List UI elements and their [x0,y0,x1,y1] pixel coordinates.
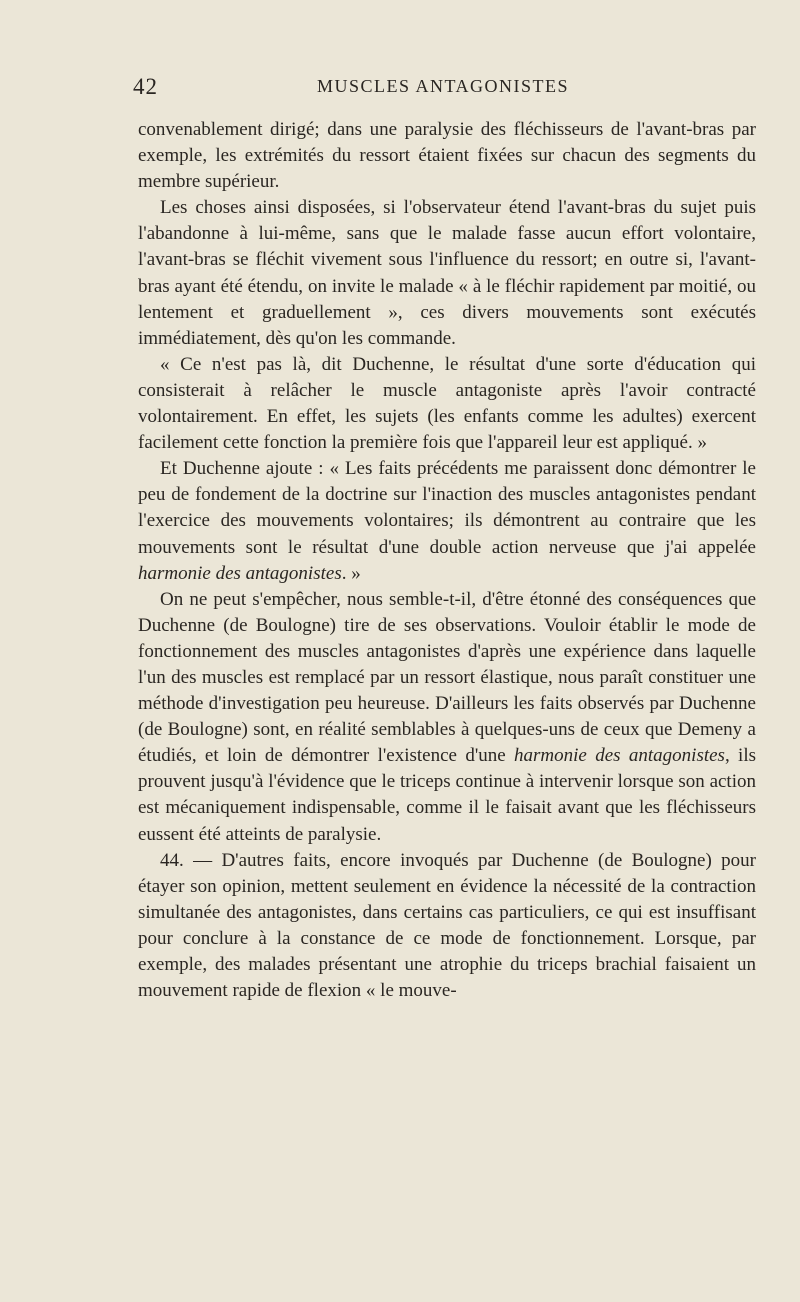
running-title: MUSCLES ANTAGONISTES [316,76,570,96]
paragraph-text: , ils prouvent jusqu'à l'évidence que le triceps continue à intervenir lorsque son action est mécaniquement indispensable, comme il le faisait avant que les fléchisseurs eussent été atteints de paralysie. [138,745,757,845]
paragraph [138,456,756,586]
page-header [133,74,753,104]
paragraph-text: « Ce n'est pas là, dit Duchenne, le résultat d'une sorte d'éducation qui consisterait à relâcher le muscle antagoniste après l'avoir contracté volontairement. En effet, les sujets (les enfants comme les adultes) exercent facilement cette fonction la première fois que l'appareil leur est appliqué. » [138,353,756,454]
paragraph-text: 44. — D'autres faits, encore invoqués par Duchenne (de Boulogne) pour étayer son opinion, mettent seulement en évidence la nécessité de la contraction simultanée des antagonistes, dans certains cas particuliers, ce qui est insuffisant pour conclure à la constance de ce mode de fonctionnement. Lorsque, par exemple, des malades présentant une atrophie du triceps brachial faisaient un mouvement rapide de flexion « le mouve- [138,849,756,1002]
body-text [138,117,756,1004]
paragraph [138,848,756,1005]
paragraph-text: . » [341,562,361,584]
italic-term: harmonie des antagonistes [514,745,725,767]
italic-term: harmonie des antagonistes [138,562,342,584]
paragraph [138,587,756,848]
paragraph [138,195,756,352]
paragraph-text: Les choses ainsi disposées, si l'observateur étend l'avant-bras du sujet puis l'abandonne à lui-même, sans que le malade fasse aucun effort volontaire, l'avant-bras se fléchit vivement sous l'influence du ressort; en outre si, l'avant-bras ayant été étendu, on invite le malade « à le fléchir rapidement par moitié, ou lentement et graduellement », ces divers mouvements sont exécutés immédiatement, dès qu'on les commande. [138,197,756,349]
paragraph-text: Et Duchenne ajoute : « Les faits précédents me paraissent donc démontrer le peu de fondement de la doctrine sur l'inaction des muscles antagonistes pendant l'exercice des mouvements volontaires; ils démontrent au contraire que les mouvements sont le résultat d'une double action nerveuse que j'ai appelée [138,458,756,558]
page-number: 42 [133,74,158,99]
paragraph-text: On ne peut s'empêcher, nous semble-t-il, d'être étonné des conséquences que Duchenne (de Boulogne) tire de ses observations. Vouloir établir le mode de fonctionnement des muscles antagonistes d'après une expérience dans laquelle l'un des muscles est remplacé par un ressort élastique, nous paraît constituer une méthode d'investigation peu heureuse. D'ailleurs les faits observés par Duchenne (de Boulogne) sont, en réalité semblables à quelques-uns de ceux que Demeny a étudiés, et loin de démontrer l'existence d'une [138,588,756,767]
paragraph [138,352,756,456]
paragraph-text: convenablement dirigé; dans une paralysie des fléchisseurs de l'avant-bras par exemple, les extrémités du ressort étaient fixées sur chacun des segments du membre supérieur. [138,119,756,193]
paragraph [138,117,756,195]
